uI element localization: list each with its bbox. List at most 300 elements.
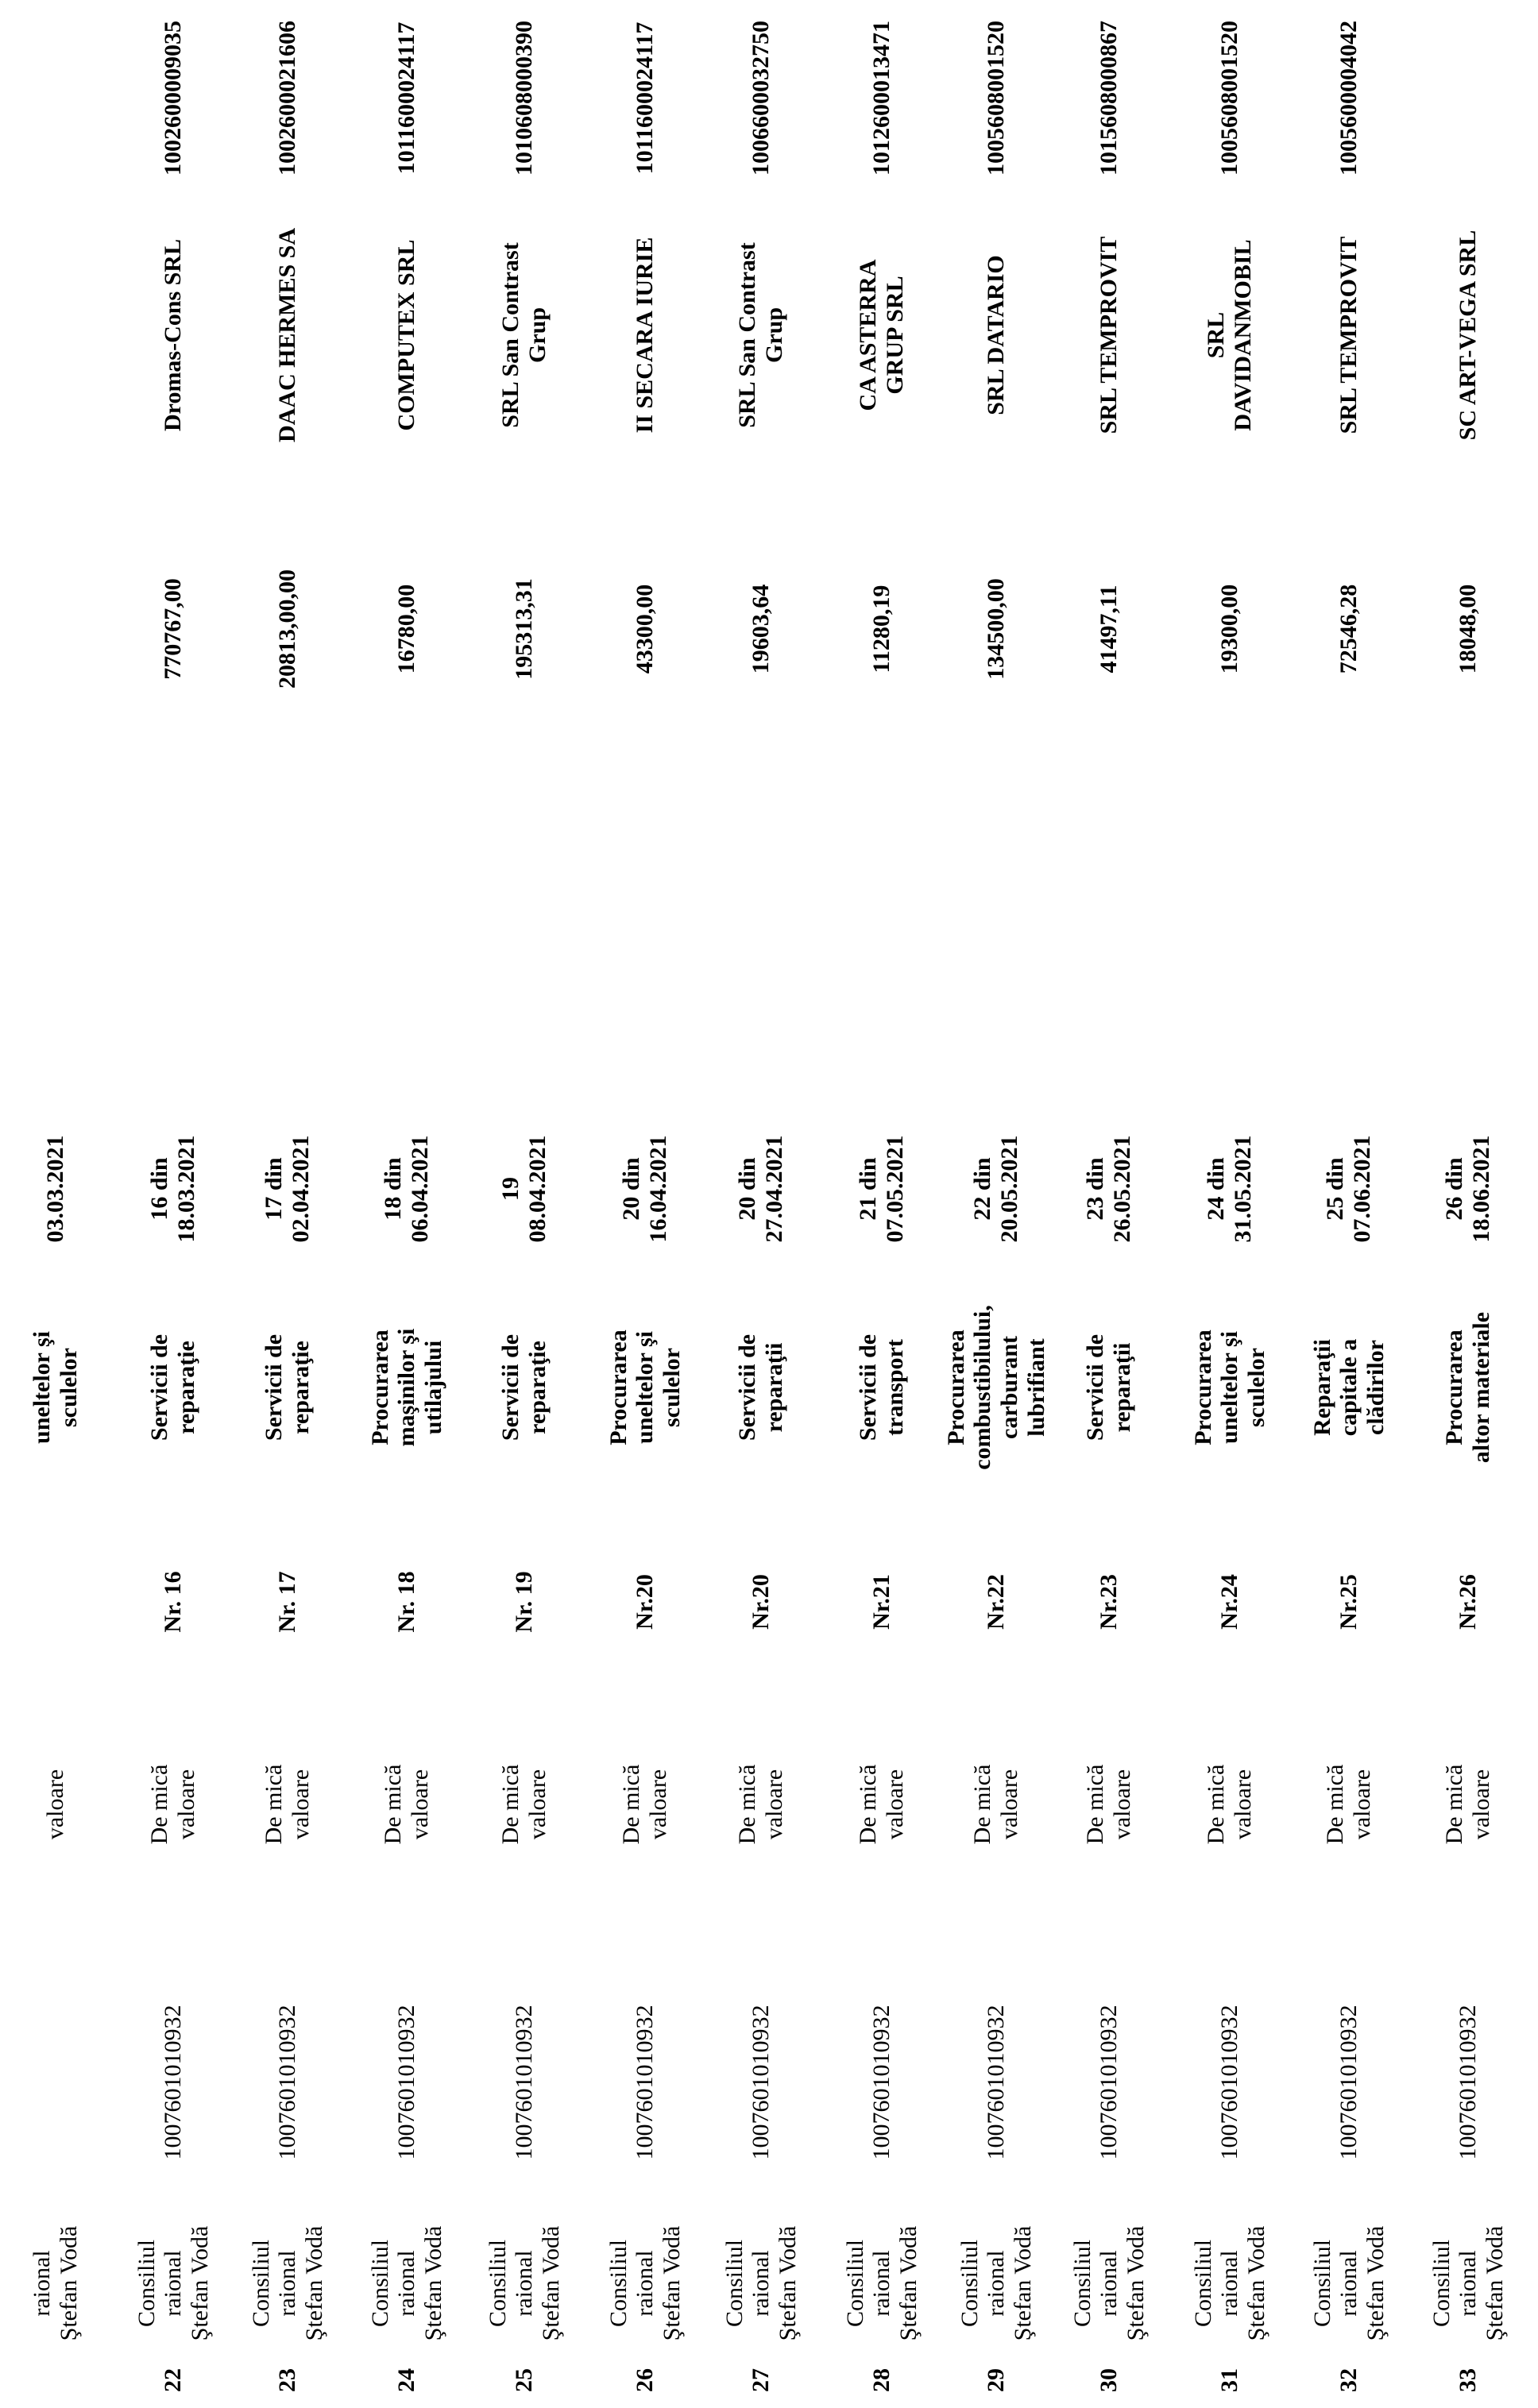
contract-date	[939, 1106, 1053, 1272]
contracting-authority-line: Ştefan Vodă	[1481, 2225, 1508, 2341]
contracting-authority-line: Consiliul	[247, 2239, 274, 2328]
row-number	[116, 2352, 230, 2408]
contract-date	[467, 1106, 582, 1272]
contract-date-line: 25 din	[1322, 1157, 1349, 1221]
contract-number-line: Nr. 18	[393, 1571, 420, 1633]
authority-idno-line: 1007601010932	[393, 2005, 420, 2160]
procedure-type-line: De mică	[1441, 1764, 1468, 1845]
contracting-authority	[0, 2224, 113, 2343]
contract-date-line: 19	[497, 1177, 524, 1201]
supplier-name-line: Grup	[524, 307, 551, 364]
supplier-name	[116, 216, 230, 454]
supplier-idno-line: 1005600004042	[1335, 21, 1362, 176]
supplier-idno-line: 1011600024117	[393, 21, 420, 175]
procedure-type	[1173, 1741, 1287, 1868]
row-number-line: 26	[632, 2368, 659, 2392]
contract-value-line: 19300,00	[1216, 584, 1243, 674]
procurement-object-line: Servicii de	[146, 1333, 173, 1441]
procedure-type-line: valoare	[407, 1769, 433, 1840]
contract-date-line: 23 din	[1082, 1157, 1109, 1221]
contract-date	[350, 1106, 464, 1272]
procedure-type-line: valoare	[42, 1769, 69, 1840]
contracting-authority	[350, 2224, 464, 2343]
procurement-object-line: reparaţii	[761, 1342, 787, 1433]
contract-number	[1411, 1550, 1525, 1654]
procurement-object-line: transport	[882, 1339, 908, 1436]
supplier-name-line: SRL San Contrast	[497, 242, 524, 428]
supplier-name-line: DAVIDANMOBIL	[1230, 239, 1256, 431]
contract-value-line: 72546,28	[1335, 584, 1362, 674]
procurement-object-line: utilajului	[419, 1340, 446, 1435]
contracting-authority-line: Ştefan Vodă	[1122, 2225, 1149, 2341]
contract-number-line: Nr. 17	[274, 1571, 301, 1633]
authority-idno	[1052, 1971, 1166, 2194]
procurement-object	[1292, 1296, 1406, 1479]
contract-value-line: 18048,00	[1455, 584, 1482, 674]
contract-date	[116, 1106, 230, 1272]
contract-date-line: 24 din	[1203, 1157, 1230, 1221]
contract-number	[1173, 1550, 1287, 1654]
contracting-authority-line: Consiliul	[841, 2239, 868, 2328]
contract-date-line: 20.05.2021	[996, 1135, 1022, 1243]
contract-value	[350, 542, 464, 716]
contract-value	[704, 542, 818, 716]
contract-date	[0, 1106, 113, 1272]
procedure-type	[1411, 1741, 1525, 1868]
contracting-authority-line: raional	[868, 2250, 895, 2317]
contracting-authority-line: Consiliul	[1428, 2239, 1455, 2328]
procurement-object-line: uneltelor şi	[29, 1331, 56, 1444]
procurement-object	[939, 1296, 1053, 1479]
procurement-object-line: Servicii de	[855, 1333, 882, 1441]
contracting-authority-line: Ştefan Vodă	[1242, 2225, 1269, 2341]
contract-value	[825, 542, 939, 716]
contract-date-line: 27.04.2021	[761, 1135, 787, 1243]
contracting-authority-line: Consiliul	[721, 2239, 748, 2328]
row-number-line: 27	[748, 2368, 775, 2392]
procedure-type	[939, 1741, 1053, 1868]
procurement-object-line: combustibilului,	[969, 1305, 996, 1470]
contract-date-line: 17 din	[261, 1157, 288, 1221]
contracting-authority	[704, 2224, 818, 2343]
procurement-object-line: carburant	[996, 1336, 1022, 1439]
procedure-type-line: valoare	[1468, 1769, 1494, 1840]
supplier-idno	[1052, 0, 1166, 196]
contracting-authority-line: raional	[1455, 2250, 1482, 2317]
supplier-name-line: CA ASTERRA	[855, 259, 882, 411]
authority-idno	[230, 1971, 345, 2194]
row-number	[350, 2352, 464, 2408]
contract-date-line: 07.05.2021	[882, 1135, 908, 1243]
authority-idno	[350, 1971, 464, 2194]
supplier-name-line: Dromas-Cons SRL	[160, 239, 187, 431]
supplier-name	[1292, 216, 1406, 454]
procurement-object	[704, 1296, 818, 1479]
procedure-type-line: De mică	[380, 1764, 407, 1845]
contract-date-line: 03.03.2021	[42, 1135, 69, 1243]
procedure-type-line: valoare	[1349, 1769, 1375, 1840]
contract-date-line: 26 din	[1441, 1157, 1468, 1221]
contracting-authority-line: Consiliul	[484, 2239, 511, 2328]
contracting-authority-line: Consiliul	[133, 2239, 160, 2328]
contract-date-line: 20 din	[734, 1157, 761, 1221]
authority-idno	[467, 1971, 582, 2194]
contracting-authority-line: raional	[1096, 2250, 1123, 2317]
contract-date	[1292, 1106, 1406, 1272]
contracting-authority	[116, 2224, 230, 2343]
contract-date-line: 18.03.2021	[173, 1135, 199, 1243]
procurement-object-line: reparaţie	[524, 1341, 551, 1434]
supplier-name	[1411, 216, 1525, 454]
contract-value-line: 41497,11	[1096, 585, 1123, 673]
row-number-line: 29	[983, 2368, 1010, 2392]
contracting-authority-line: Ştefan Vodă	[186, 2225, 213, 2341]
authority-idno	[1292, 1971, 1406, 2194]
procurement-object	[350, 1296, 464, 1479]
contract-number	[1292, 1550, 1406, 1654]
row-number-line: 33	[1455, 2368, 1482, 2392]
contract-number-line: Nr.20	[632, 1574, 659, 1630]
supplier-name-line: COMPUTEX SRL	[393, 239, 420, 431]
row-number-line: 25	[511, 2368, 538, 2392]
contract-number	[588, 1550, 702, 1654]
procedure-type	[230, 1741, 345, 1868]
contract-date	[1052, 1106, 1166, 1272]
contracting-authority-line: raional	[1335, 2250, 1362, 2317]
supplier-idno-line: 1002600009035	[160, 21, 187, 176]
supplier-idno-line: 1002600021606	[274, 21, 301, 176]
contract-number-line: Nr.24	[1216, 1574, 1243, 1630]
contract-number	[350, 1550, 464, 1654]
supplier-idno	[1292, 0, 1406, 196]
procurement-object	[230, 1296, 345, 1479]
contracting-authority-line: raional	[274, 2250, 301, 2317]
supplier-idno-line: 1005608001520	[1216, 21, 1243, 176]
contracting-authority-line: Ştefan Vodă	[300, 2225, 327, 2341]
contract-number	[230, 1550, 345, 1654]
contract-number-line: Nr.26	[1455, 1574, 1482, 1630]
procedure-type	[588, 1741, 702, 1868]
authority-idno-line: 1007601010932	[1455, 2005, 1482, 2160]
contract-number	[467, 1550, 582, 1654]
contracting-authority-line: Ştefan Vodă	[1009, 2225, 1036, 2341]
contract-number-line: Nr. 19	[511, 1571, 538, 1633]
contract-value-line: 43300,00	[632, 584, 659, 674]
supplier-name	[1173, 216, 1287, 454]
contract-value-line: 19603,64	[748, 584, 775, 674]
procurement-object-line: capitale a	[1335, 1338, 1362, 1437]
contract-date	[230, 1106, 345, 1272]
procedure-type-line: De mică	[497, 1764, 524, 1845]
contract-number-line: Nr.22	[983, 1574, 1010, 1630]
contract-number-line: Nr. 16	[160, 1571, 187, 1633]
procurement-object-line: lubrifiant	[1022, 1338, 1049, 1437]
procedure-type	[1292, 1741, 1406, 1868]
supplier-name	[467, 216, 582, 454]
authority-idno-line: 1007601010932	[748, 2005, 775, 2160]
procurement-object	[116, 1296, 230, 1479]
contract-number-line: Nr.21	[868, 1574, 895, 1630]
procedure-type-line: valoare	[761, 1769, 787, 1840]
supplier-idno	[1411, 0, 1525, 196]
procurement-object	[467, 1296, 582, 1479]
procurement-object-line: Procurarea	[366, 1329, 393, 1445]
authority-idno-line: 1007601010932	[983, 2005, 1010, 2160]
row-number	[825, 2352, 939, 2408]
supplier-name-line: GRUP SRL	[882, 276, 908, 395]
contract-number	[939, 1550, 1053, 1654]
procurement-object-line: sculelor	[56, 1348, 82, 1427]
contracting-authority	[467, 2224, 582, 2343]
procedure-type	[116, 1741, 230, 1868]
procedure-type	[1052, 1741, 1166, 1868]
contracting-authority-line: raional	[748, 2250, 775, 2317]
supplier-name-line: SRL DATARIO	[983, 255, 1010, 415]
supplier-name	[230, 216, 345, 454]
supplier-name-line: SC ART-VEGA SRL	[1455, 230, 1482, 441]
contract-value	[1052, 542, 1166, 716]
contract-date	[825, 1106, 939, 1272]
supplier-name	[1052, 216, 1166, 454]
procurement-object-line: sculelor	[658, 1348, 685, 1427]
procurement-object-line: reparaţii	[1109, 1342, 1135, 1433]
procedure-type-line: De mică	[734, 1764, 761, 1845]
procedure-type-line: valoare	[524, 1769, 551, 1840]
supplier-idno-line: 1005608001520	[983, 21, 1010, 176]
procurement-object-line: uneltelor şi	[1216, 1331, 1243, 1444]
contract-value-line: 16780,00	[393, 584, 420, 674]
procurement-object	[0, 1296, 113, 1479]
contracting-authority-line: raional	[983, 2250, 1010, 2317]
procurement-object-line: Servicii de	[734, 1333, 761, 1441]
procurement-object-line: maşinilor şi	[393, 1328, 420, 1447]
row-number	[467, 2352, 582, 2408]
contracting-authority-line: Consiliul	[1189, 2239, 1216, 2328]
row-number-line: 24	[393, 2368, 420, 2392]
contract-date-line: 08.04.2021	[524, 1135, 551, 1243]
row-number	[588, 2352, 702, 2408]
procurement-object-line: Procurarea	[1441, 1329, 1468, 1445]
contract-date-line: 18 din	[380, 1157, 407, 1221]
procurement-object-line: uneltelor şi	[632, 1331, 659, 1444]
contracting-authority	[1052, 2224, 1166, 2343]
contract-date-line: 20 din	[618, 1157, 645, 1221]
procedure-type-line: valoare	[1230, 1769, 1256, 1840]
contracting-authority-line: raional	[632, 2250, 659, 2317]
procurement-object-line: Servicii de	[497, 1333, 524, 1441]
row-number	[1173, 2352, 1287, 2408]
procurement-object-line: Procurarea	[1189, 1329, 1216, 1445]
authority-idno	[939, 1971, 1053, 2194]
contract-date-line: 02.04.2021	[288, 1135, 314, 1243]
contract-value	[230, 542, 345, 716]
authority-idno	[1411, 1971, 1525, 2194]
procurement-object-line: reparaţie	[288, 1341, 314, 1434]
contracting-authority-line: Consiliul	[956, 2239, 983, 2328]
supplier-name-line: II SECARA IURIE	[632, 237, 659, 434]
authority-idno	[1173, 1971, 1287, 2194]
supplier-name	[825, 216, 939, 454]
contracting-authority-line: raional	[29, 2250, 56, 2317]
supplier-name	[939, 216, 1053, 454]
contract-date	[1411, 1106, 1525, 1272]
supplier-idno	[588, 0, 702, 196]
contract-number	[825, 1550, 939, 1654]
contracting-authority	[1173, 2224, 1287, 2343]
authority-idno-line: 1007601010932	[1216, 2005, 1243, 2160]
row-number-line: 23	[274, 2368, 301, 2392]
contracting-authority-line: Consiliul	[1068, 2239, 1096, 2328]
contract-value	[939, 542, 1053, 716]
procedure-type-line: De mică	[855, 1764, 882, 1845]
procedure-type	[0, 1741, 113, 1868]
row-number-line: 28	[868, 2368, 895, 2392]
authority-idno-line: 1007601010932	[1335, 2005, 1362, 2160]
procurement-object-line: Servicii de	[261, 1333, 288, 1441]
procurement-object-line: reparaţie	[173, 1341, 199, 1434]
supplier-idno	[1173, 0, 1287, 196]
contract-number	[704, 1550, 818, 1654]
authority-idno-line: 1007601010932	[632, 2005, 659, 2160]
contract-number	[1052, 1550, 1166, 1654]
contract-value	[1173, 542, 1287, 716]
supplier-idno-line: 1011600024117	[632, 21, 659, 175]
contracting-authority	[230, 2224, 345, 2343]
procedure-type-line: valoare	[996, 1769, 1022, 1840]
authority-idno	[825, 1971, 939, 2194]
contract-date-line: 21 din	[855, 1157, 882, 1221]
supplier-idno	[467, 0, 582, 196]
contracting-authority-line: Consiliul	[366, 2239, 393, 2328]
row-number	[230, 2352, 345, 2408]
contract-value	[1292, 542, 1406, 716]
procedure-type-line: valoare	[1109, 1769, 1135, 1840]
contract-date-line: 06.04.2021	[407, 1135, 433, 1243]
supplier-idno	[230, 0, 345, 196]
contract-value	[467, 542, 582, 716]
contract-value	[588, 542, 702, 716]
contract-date	[588, 1106, 702, 1272]
contract-date-line: 16.04.2021	[645, 1135, 671, 1243]
supplier-name-line: SRL San Contrast	[734, 242, 761, 428]
supplier-name-line: Grup	[761, 307, 787, 364]
procedure-type-line: De mică	[146, 1764, 173, 1845]
contract-value-line: 11280,19	[868, 585, 895, 673]
procurement-object-line: altor materiale	[1468, 1311, 1494, 1464]
contracting-authority-line: Ştefan Vodă	[774, 2225, 801, 2341]
procedure-type-line: De mică	[261, 1764, 288, 1845]
procurement-object	[1411, 1296, 1525, 1479]
procurement-object	[588, 1296, 702, 1479]
supplier-name	[704, 216, 818, 454]
contract-value	[116, 542, 230, 716]
contracting-authority-line: Ştefan Vodă	[419, 2225, 446, 2341]
contracting-authority-line: Ştefan Vodă	[537, 2225, 564, 2341]
contract-value	[1411, 542, 1525, 716]
procurement-object-line: Procurarea	[605, 1329, 632, 1445]
procedure-type	[704, 1741, 818, 1868]
authority-idno-line: 1007601010932	[274, 2005, 301, 2160]
contracting-authority	[1292, 2224, 1406, 2343]
contract-number	[116, 1550, 230, 1654]
contracting-authority-line: Ştefan Vodă	[1362, 2225, 1389, 2341]
supplier-name-line: SRL	[1203, 311, 1230, 359]
supplier-name	[588, 216, 702, 454]
procurement-object-line: sculelor	[1242, 1348, 1269, 1427]
contract-date-line: 31.05.2021	[1230, 1135, 1256, 1243]
supplier-idno	[350, 0, 464, 196]
contract-date-line: 07.06.2021	[1349, 1135, 1375, 1243]
procedure-type	[467, 1741, 582, 1868]
procurement-object-line: Reparaţii	[1308, 1339, 1335, 1436]
row-number	[1411, 2352, 1525, 2408]
contract-value-line: 770767,00	[160, 578, 187, 680]
procedure-type-line: De mică	[618, 1764, 645, 1845]
procurement-object-line: clădirilor	[1362, 1340, 1389, 1435]
authority-idno	[704, 1971, 818, 2194]
contract-date-line: 18.06.2021	[1468, 1135, 1494, 1243]
contract-number-line: Nr.23	[1096, 1574, 1123, 1630]
row-number-line: 22	[160, 2368, 187, 2392]
row-number	[939, 2352, 1053, 2408]
supplier-idno-line: 1015608000867	[1096, 21, 1123, 176]
row-number-line: 31	[1216, 2368, 1243, 2392]
contracting-authority-line: Ştefan Vodă	[56, 2225, 82, 2341]
row-number-line: 30	[1096, 2368, 1123, 2392]
procurement-object	[1052, 1296, 1166, 1479]
procedure-type-line: valoare	[645, 1769, 671, 1840]
contract-date-line: 16 din	[146, 1157, 173, 1221]
contracting-authority-line: Ştefan Vodă	[658, 2225, 685, 2341]
contract-value-line: 20813,00,00	[274, 569, 301, 689]
contracting-authority-line: raional	[1216, 2250, 1243, 2317]
procedure-type-line: De mică	[969, 1764, 996, 1845]
contracting-authority-line: Consiliul	[605, 2239, 632, 2328]
supplier-name	[350, 216, 464, 454]
procedure-type-line: De mică	[1203, 1764, 1230, 1845]
authority-idno	[116, 1971, 230, 2194]
contract-date	[704, 1106, 818, 1272]
supplier-idno-line: 1012600013471	[868, 21, 895, 176]
supplier-idno	[939, 0, 1053, 196]
supplier-name-line: SRL TEMPROVIT	[1335, 236, 1362, 434]
row-number	[1052, 2352, 1166, 2408]
procedure-type	[350, 1741, 464, 1868]
row-number	[1292, 2352, 1406, 2408]
procedure-type-line: De mică	[1322, 1764, 1349, 1845]
contracting-authority-line: raional	[160, 2250, 187, 2317]
procurement-object-line: Servicii de	[1082, 1333, 1109, 1441]
contracting-authority-line: raional	[511, 2250, 538, 2317]
authority-idno-line: 1007601010932	[1096, 2005, 1123, 2160]
contract-value-line: 195313,31	[511, 578, 538, 680]
supplier-idno	[825, 0, 939, 196]
supplier-idno-line: 1010608000390	[511, 21, 538, 176]
procedure-type-line: valoare	[288, 1769, 314, 1840]
procedure-type-line: valoare	[173, 1769, 199, 1840]
procurement-object	[1173, 1296, 1287, 1479]
procedure-type-line: valoare	[882, 1769, 908, 1840]
supplier-name-line: DAAC HERMES SA	[274, 227, 301, 443]
supplier-idno	[116, 0, 230, 196]
contracting-authority-line: Ştefan Vodă	[895, 2225, 922, 2341]
authority-idno-line: 1007601010932	[511, 2005, 538, 2160]
contract-date	[1173, 1106, 1287, 1272]
authority-idno-line: 1007601010932	[868, 2005, 895, 2160]
procedure-type-line: De mică	[1082, 1764, 1109, 1845]
procurement-object	[825, 1296, 939, 1479]
supplier-idno	[704, 0, 818, 196]
